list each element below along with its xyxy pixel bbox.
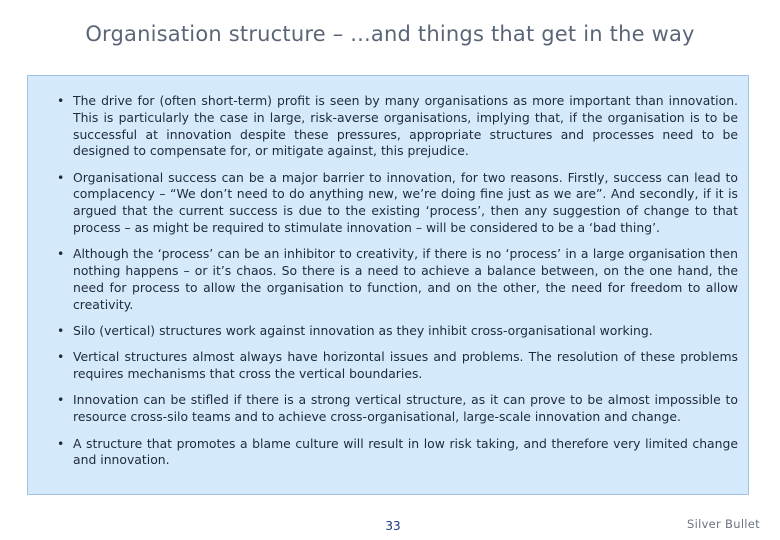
bullet-marker: • — [57, 349, 65, 365]
bullet-text: Although the ‘process’ can be an inhibitor to creativity, if there is no ‘process’ in a large organisation then nothing happens – or it’s chaos. So there is a need to achieve a balance between, on the one hand, the need for process to allow the organisation to function, and on the other, the need for freedom to allow creativity. — [73, 246, 738, 312]
bullet-text: Vertical structures almost always have horizontal issues and problems. The resolution of these problems requires mechanisms that cross the vertical boundaries. — [73, 349, 738, 382]
bullet-item-silo-structures — [41, 323, 738, 340]
page-number: 33 — [385, 519, 401, 533]
bullet-marker: • — [57, 435, 65, 451]
bullet-marker: • — [57, 323, 65, 339]
bullet-item-vertical-structures — [41, 349, 738, 383]
bullet-marker: • — [57, 169, 65, 185]
slide-title: Organisation structure – ...and things that get in the way — [85, 22, 695, 46]
bullet-text: Silo (vertical) structures work against innovation as they inhibit cross-organisational working. — [73, 323, 653, 339]
bullet-list — [41, 93, 738, 469]
bullet-text: Organisational success can be a major barrier to innovation, for two reasons. Firstly, success can lead to complacency – “We don’t need to do anything new, we’re doing fine just as we are”. And secondly, if it is argued that the current success is due to the existing ‘process’, then any suggestion of change to that process – as might be required to stimulate innovation – will be considered to be a ‘bad thing’. — [73, 169, 738, 236]
bullet-text: The drive for (often short-term) profit is seen by many organisations as more important than innovation. This is particularly the case in large, risk-averse organisations, implying that, if the organisation is to be successful at innovation despite these pressures, appropriate structures and processes need to be designed to compensate for, or mitigate against, this prejudice. — [73, 93, 738, 159]
content-panel — [27, 75, 749, 495]
bullet-item-process-balance — [41, 246, 738, 313]
bullet-marker: • — [57, 93, 65, 108]
bullet-marker: • — [57, 246, 65, 262]
bullet-item-stifled-innovation — [41, 392, 738, 426]
bullet-text: A structure that promotes a blame culture will result in low risk taking, and therefore very limited change and innovation. — [73, 435, 738, 468]
bullet-text: Innovation can be stifled if there is a strong vertical structure, as it can prove to be almost impossible to resource cross-silo teams and to achieve cross-organisational, large-scale innovation and change. — [73, 392, 738, 425]
bullet-item-blame-culture — [41, 436, 738, 470]
bullet-marker: • — [57, 392, 65, 408]
bullet-item-profit — [41, 93, 738, 160]
brand-label: Silver Bullet — [686, 517, 760, 531]
bullet-item-success-barrier — [41, 170, 738, 237]
